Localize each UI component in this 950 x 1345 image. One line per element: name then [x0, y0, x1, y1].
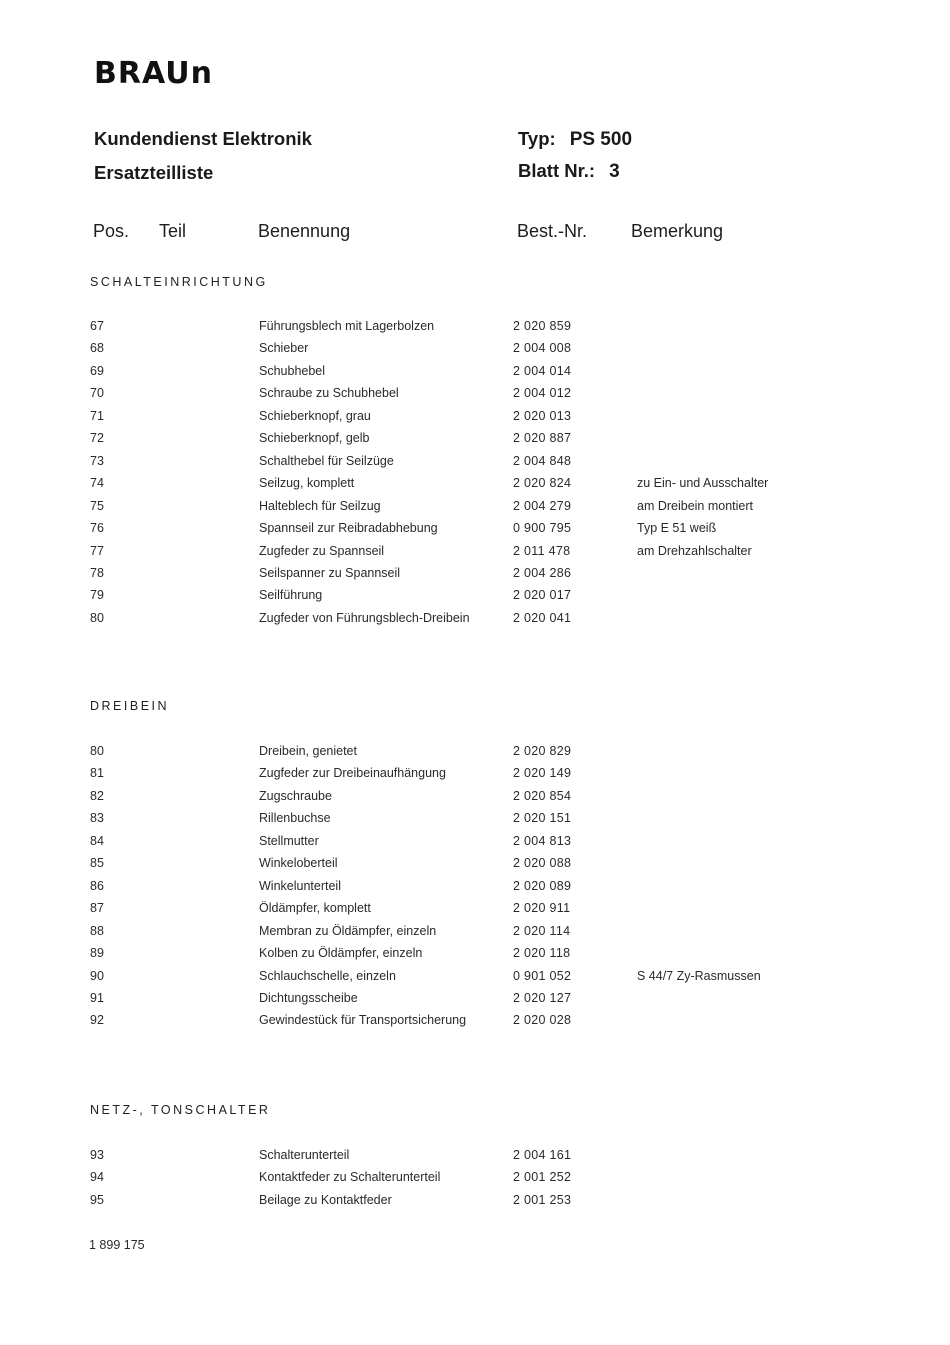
pos-cell: 88 [90, 923, 104, 938]
pos-cell: 81 [90, 766, 104, 781]
benennung-cell: Spannseil zur Reibradabhebung [259, 521, 438, 536]
best-nr-cell: 2 020 859 [513, 319, 572, 333]
pos-cell: 78 [90, 565, 104, 580]
section-title-netz-tonschalter: NETZ-, TONSCHALTER [90, 1103, 271, 1117]
benennung-cell: Schubhebel [259, 363, 326, 378]
bemerkung-cell: am Dreibein montiert [637, 498, 754, 513]
best-nr-cell: 0 900 795 [513, 521, 572, 536]
best-nr-cell: 2 020 854 [513, 788, 572, 803]
best-nr-cell: 2 004 012 [513, 386, 572, 401]
column-header-benennung: Benennung [258, 221, 351, 241]
best-nr-cell: 2 011 478 [513, 543, 571, 558]
table-row [0, 811, 950, 833]
table-row [0, 544, 950, 566]
table-row [0, 856, 950, 878]
bemerkung-cell: Typ E 51 weiß [637, 521, 717, 536]
benennung-cell: Schalterunterteil [259, 1148, 350, 1162]
pos-cell: 75 [90, 498, 104, 513]
department-title: Kundendienst Elektronik [94, 128, 312, 149]
table-row [0, 789, 950, 811]
best-nr-cell: 0 901 052 [513, 968, 572, 983]
typ-value: PS 500 [569, 129, 633, 150]
best-nr-cell: 2 020 114 [513, 923, 571, 938]
benennung-cell: Seilspanner zu Spannseil [259, 565, 401, 580]
pos-cell: 79 [90, 588, 104, 603]
best-nr-cell: 2 020 824 [513, 476, 572, 491]
column-header-pos: Pos. [93, 221, 130, 241]
pos-cell: 73 [90, 453, 104, 468]
bemerkung-cell: S 44/7 Zy-Rasmussen [637, 968, 761, 983]
benennung-cell: Seilführung [259, 588, 323, 603]
table-row [0, 364, 950, 386]
table-row [0, 319, 950, 341]
pos-cell: 67 [90, 319, 104, 333]
benennung-cell: Stellmutter [259, 833, 319, 848]
pos-cell: 92 [90, 1013, 104, 1028]
benennung-cell: Zugfeder zu Spannseil [259, 543, 385, 558]
benennung-cell: Öldämpfer, komplett [259, 901, 371, 916]
benennung-cell: Schieberknopf, gelb [259, 431, 370, 446]
bemerkung-cell: am Drehzahlschalter [637, 543, 752, 558]
blatt-value: 3 [609, 161, 620, 182]
benennung-cell: Seilzug, komplett [259, 476, 355, 491]
pos-cell: 80 [90, 744, 104, 758]
best-nr-cell: 2 020 151 [513, 811, 572, 826]
table-row [0, 588, 950, 610]
table-row [0, 1193, 950, 1215]
benennung-cell: Schlauchschelle, einzeln [259, 968, 396, 983]
benennung-cell: Rillenbuchse [259, 811, 331, 826]
table-row [0, 521, 950, 543]
pos-cell: 94 [90, 1170, 104, 1185]
best-nr-cell: 2 001 253 [513, 1192, 572, 1207]
table-row [0, 1148, 950, 1170]
best-nr-cell: 2 020 089 [513, 878, 572, 893]
best-nr-cell: 2 004 813 [513, 833, 572, 848]
table-row [0, 901, 950, 923]
bemerkung-cell: zu Ein- und Ausschalter [637, 476, 769, 491]
best-nr-cell: 2 004 014 [513, 363, 572, 378]
table-row [0, 924, 950, 946]
pos-cell: 72 [90, 431, 104, 446]
blatt-label: Blatt Nr.: [518, 160, 596, 181]
best-nr-cell: 2 020 017 [513, 588, 572, 603]
table-row [0, 409, 950, 431]
pos-cell: 83 [90, 811, 104, 826]
table-row [0, 1013, 950, 1035]
table-row [0, 969, 950, 991]
best-nr-cell: 2 020 028 [513, 1013, 572, 1028]
benennung-cell: Zugschraube [259, 788, 332, 803]
benennung-cell: Zugfeder zur Dreibeinaufhängung [259, 766, 446, 781]
benennung-cell: Beilage zu Kontaktfeder [259, 1192, 392, 1207]
best-nr-cell: 2 004 286 [513, 565, 572, 580]
benennung-cell: Schieberknopf, grau [259, 408, 371, 423]
best-nr-cell: 2 020 149 [513, 766, 572, 781]
benennung-cell: Schraube zu Schubhebel [259, 386, 399, 401]
table-row [0, 946, 950, 968]
benennung-cell: Gewindestück für Transportsicherung [259, 1013, 467, 1028]
benennung-cell: Zugfeder von Führungsblech-Dreibein [259, 610, 470, 625]
pos-cell: 69 [90, 363, 104, 378]
pos-cell: 90 [90, 968, 104, 983]
benennung-cell: Membran zu Öldämpfer, einzeln [259, 923, 437, 938]
column-header-teil: Teil [159, 221, 187, 241]
best-nr-cell: 2 004 279 [513, 498, 572, 513]
best-nr-cell: 2 001 252 [513, 1170, 572, 1185]
document-title: Ersatzteilliste [94, 162, 214, 183]
best-nr-cell: 2 020 041 [513, 610, 572, 625]
benennung-cell: Dichtungsscheibe [259, 990, 358, 1005]
pos-cell: 77 [90, 543, 104, 558]
pos-cell: 93 [90, 1148, 104, 1162]
table-row [0, 611, 950, 633]
table-row [0, 566, 950, 588]
benennung-cell: Kontaktfeder zu Schalterunterteil [259, 1170, 441, 1185]
benennung-cell: Schieber [259, 341, 309, 356]
table-row [0, 431, 950, 453]
best-nr-cell: 2 004 848 [513, 453, 572, 468]
pos-cell: 82 [90, 788, 104, 803]
benennung-cell: Kolben zu Öldämpfer, einzeln [259, 946, 423, 961]
benennung-cell: Halteblech für Seilzug [259, 498, 381, 513]
pos-cell: 89 [90, 946, 104, 961]
best-nr-cell: 2 020 887 [513, 431, 572, 446]
pos-cell: 76 [90, 521, 104, 536]
best-nr-cell: 2 020 829 [513, 744, 572, 758]
table-row [0, 766, 950, 788]
pos-cell: 74 [90, 476, 104, 491]
pos-cell: 95 [90, 1192, 104, 1207]
benennung-cell: Winkeloberteil [259, 856, 338, 871]
table-row [0, 454, 950, 476]
pos-cell: 84 [90, 833, 104, 848]
benennung-cell: Schalthebel für Seilzüge [259, 453, 394, 468]
table-row [0, 386, 950, 408]
best-nr-cell: 2 020 118 [513, 946, 571, 961]
best-nr-cell: 2 004 008 [513, 341, 572, 356]
best-nr-cell: 2 020 088 [513, 856, 572, 871]
benennung-cell: Dreibein, genietet [259, 744, 357, 758]
blatt-field [518, 160, 620, 183]
pos-cell: 91 [90, 990, 104, 1005]
best-nr-cell: 2 020 013 [513, 408, 572, 423]
best-nr-cell: 2 020 127 [513, 990, 572, 1005]
section-title-schalteinrichtung: SCHALTEINRICHTUNG [90, 275, 268, 289]
table-row [0, 834, 950, 856]
pos-cell: 87 [90, 901, 104, 916]
pos-cell: 80 [90, 610, 104, 625]
benennung-cell: Führungsblech mit Lagerbolzen [259, 319, 435, 333]
table-row [0, 499, 950, 521]
table-row [0, 341, 950, 363]
typ-field [518, 128, 632, 151]
best-nr-cell: 2 020 911 [513, 901, 571, 916]
table-row [0, 476, 950, 498]
pos-cell: 86 [90, 878, 104, 893]
table-row [0, 744, 950, 766]
section-title-dreibein: DREIBEIN [90, 699, 170, 713]
benennung-cell: Winkelunterteil [259, 878, 341, 893]
pos-cell: 70 [90, 386, 104, 401]
table-row [0, 879, 950, 901]
best-nr-cell: 2 004 161 [513, 1148, 572, 1162]
table-row [0, 1170, 950, 1192]
pos-cell: 68 [90, 341, 104, 356]
braun-logo: BRAUn [94, 56, 213, 91]
column-header-best-nr: Best.-Nr. [517, 221, 588, 241]
pos-cell: 71 [90, 408, 104, 423]
column-header-bemerkung: Bemerkung [631, 221, 724, 241]
document-number: 1 899 175 [89, 1238, 145, 1252]
table-row [0, 991, 950, 1013]
pos-cell: 85 [90, 856, 104, 871]
typ-label: Typ: [518, 128, 556, 149]
